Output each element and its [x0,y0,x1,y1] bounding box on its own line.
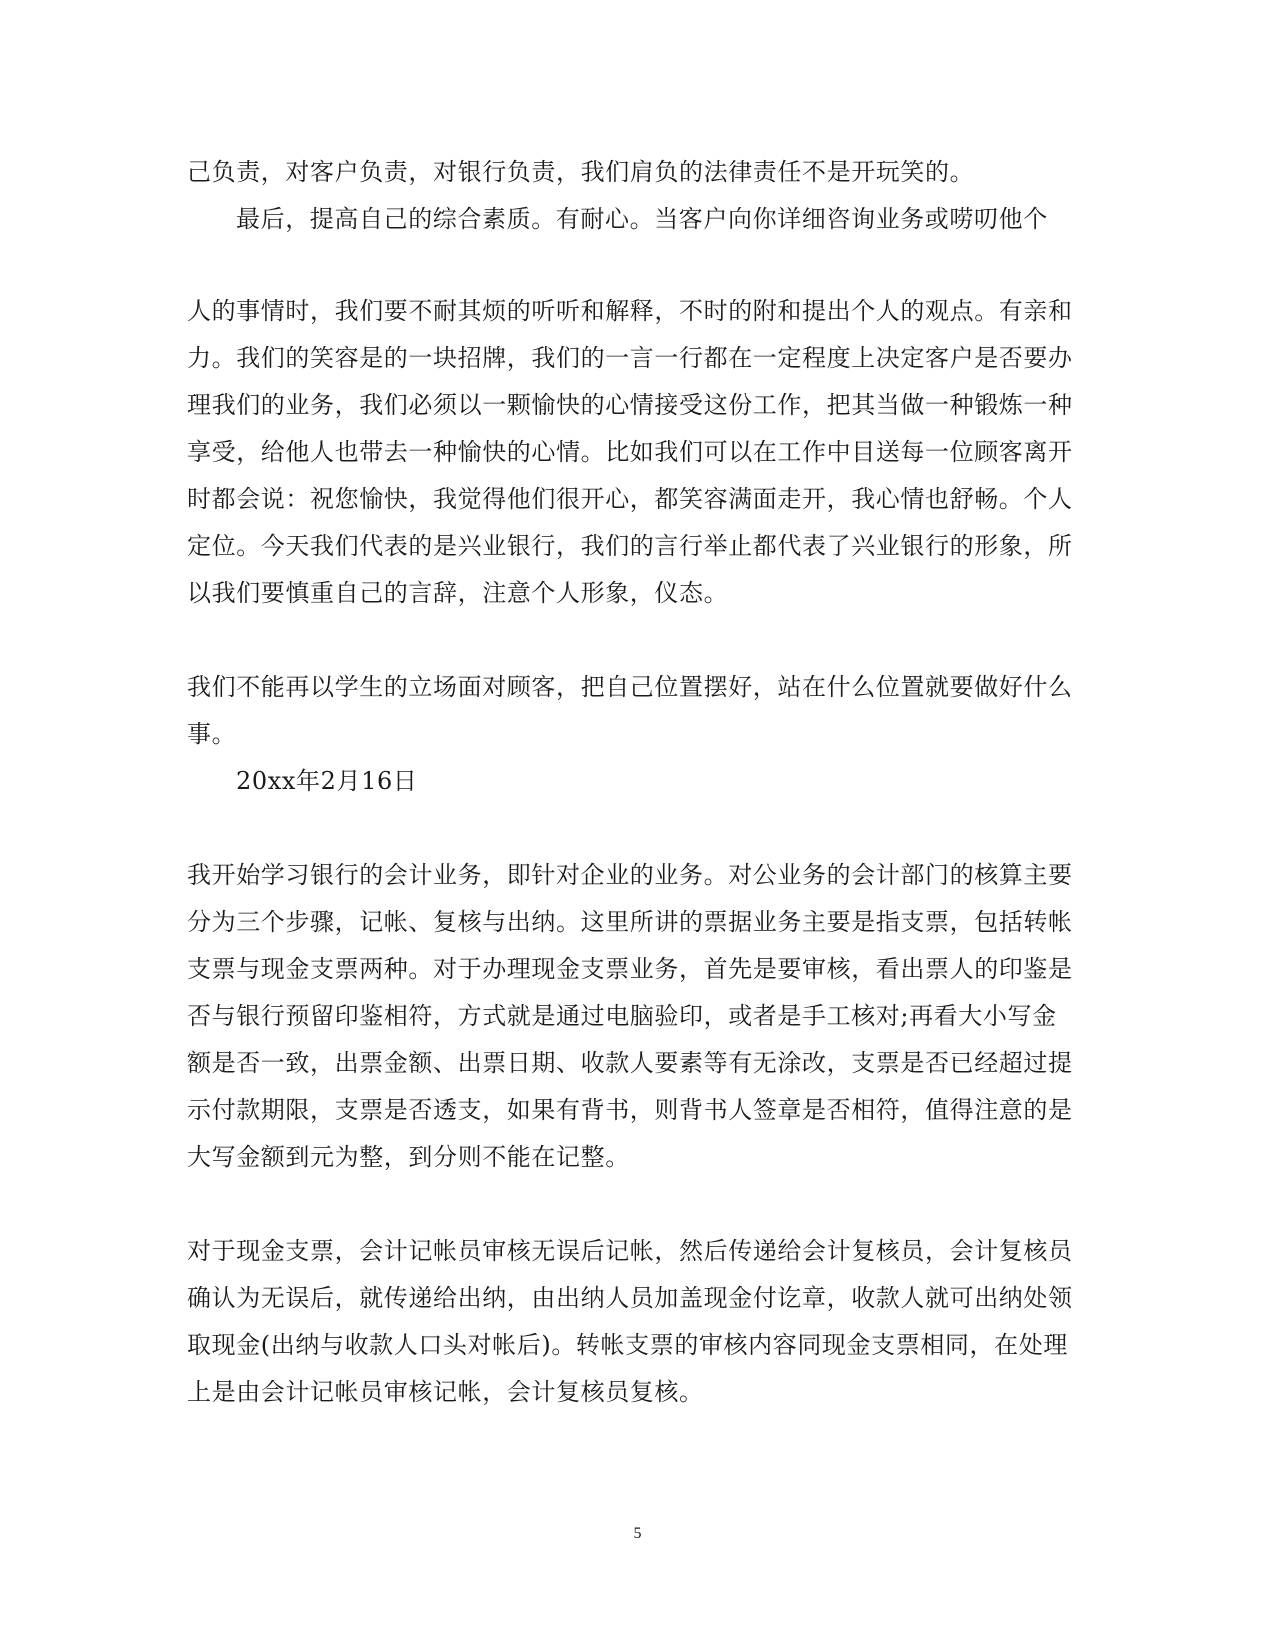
date-line: 20xx年2月16日 [236,767,418,795]
text-line: 取现金(出纳与收款人口头对帐后)。转帐支票的审核内容同现金支票相同，在处理 [187,1331,1068,1359]
text-line: 示付款期限，支票是否透支，如果有背书，则背书人签章是否相符，值得注意的是 [187,1096,1073,1124]
text-line: 最后，提高自己的综合素质。有耐心。当客户向你详细咨询业务或唠叨他个 [236,205,1048,233]
text-line: 否与银行预留印鉴相符，方式就是通过电脑验印，或者是手工核对;再看大小写金 [187,1002,1057,1030]
page-number: 5 [633,1525,642,1542]
text-line: 力。我们的笑容是的一块招牌，我们的一言一行都在一定程度上决定客户是否要办 [187,344,1073,372]
text-line: 确认为无误后，就传递给出纳，由出纳人员加盖现金付讫章，收款人就可出纳处领 [187,1284,1073,1312]
text-line: 支票与现金支票两种。对于办理现金支票业务，首先是要审核，看出票人的印鉴是 [187,955,1073,983]
text-line: 大写金额到元为整，到分则不能在记整。 [187,1143,630,1171]
text-line: 事。 [187,720,237,748]
text-line: 分为三个步骤，记帐、复核与出纳。这里所讲的票据业务主要是指支票，包括转帐 [187,908,1073,936]
text-line: 额是否一致，出票金额、出票日期、收款人要素等有无涂改，支票是否已经超过提 [187,1049,1073,1077]
text-line: 人的事情时，我们要不耐其烦的听听和解释，不时的附和提出个人的观点。有亲和 [187,297,1073,325]
text-line: 己负责，对客户负责，对银行负责，我们肩负的法律责任不是开玩笑的。 [187,158,975,186]
text-line: 时都会说：祝您愉快，我觉得他们很开心，都笑容满面走开，我心情也舒畅。个人 [187,485,1073,513]
text-line: 对于现金支票，会计记帐员审核无误后记帐，然后传递给会计复核员，会计复核员 [187,1237,1073,1265]
text-line: 理我们的业务，我们必须以一颗愉快的心情接受这份工作，把其当做一种锻炼一种 [187,391,1073,419]
text-line: 我们不能再以学生的立场面对顾客，把自己位置摆好，站在什么位置就要做好什么 [187,673,1073,701]
text-line: 定位。今天我们代表的是兴业银行，我们的言行举止都代表了兴业银行的形象，所 [187,532,1073,560]
text-line: 我开始学习银行的会计业务，即针对企业的业务。对公业务的会计部门的核算主要 [187,861,1073,889]
text-line: 以我们要慎重自己的言辞，注意个人形象，仪态。 [187,579,729,607]
text-line: 享受，给他人也带去一种愉快的心情。比如我们可以在工作中目送每一位顾客离开 [187,438,1073,466]
text-line: 上是由会计记帐员审核记帐，会计复核员复核。 [187,1378,704,1406]
